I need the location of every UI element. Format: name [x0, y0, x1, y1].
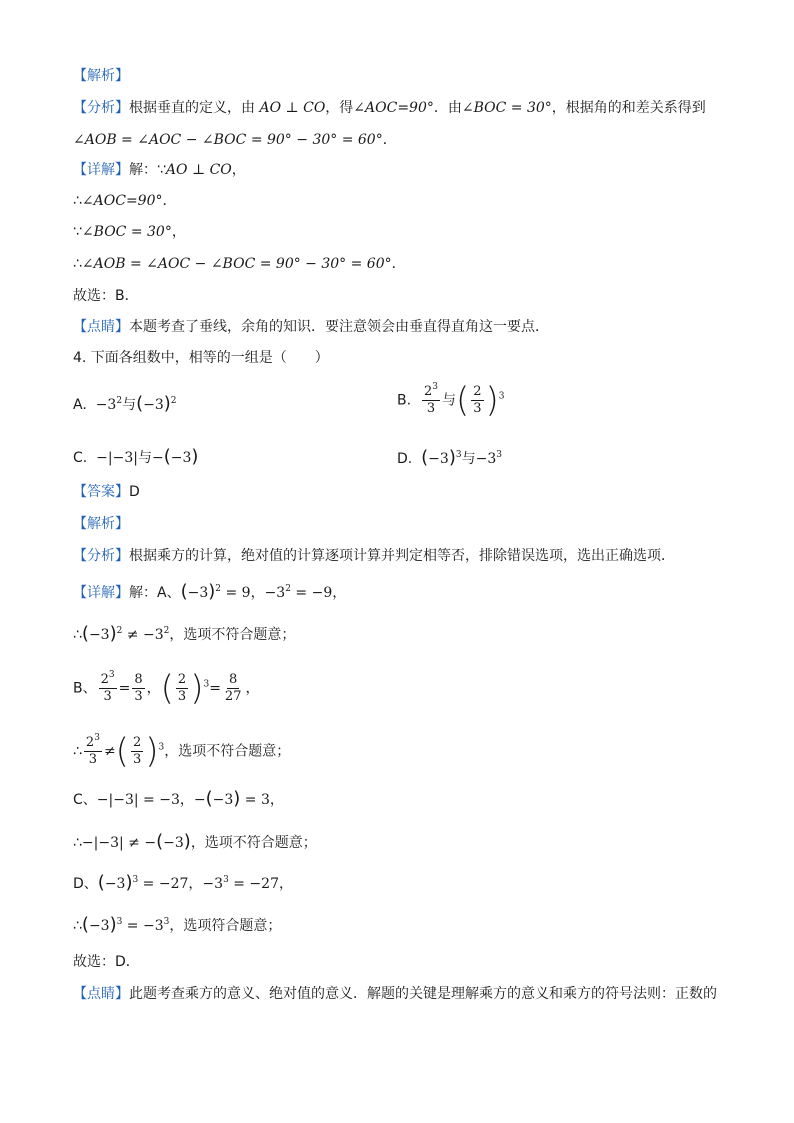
option-a: A. $-3^2$与$(-3)^2$ [73, 393, 177, 414]
choice-line: 故选：B． [73, 288, 139, 304]
question-4-stem: 4. 下面各组数中，相等的一组是（ ） [73, 350, 329, 366]
q4-detail-c: C、−|−3| = −3，−(−3) = 3， [73, 788, 284, 809]
option-b: B. $\frac{2^3}{3}$ 与( $\frac{2}{3}$ )$^3$ [397, 380, 505, 421]
jiexi-heading-2: 【解析】 [73, 516, 129, 532]
q4-detail-b-conc: ∴ $\frac{2^3}{3}$ ≠( $\frac{2}{3}$ )$^3$，选项不符合题意； [73, 731, 291, 772]
detail-line-4: ∴∠AOB = ∠AOC − ∠BOC = 90° − 30° = 60°． [73, 256, 406, 272]
detail-line-1: 【详解】解：∵AO ⊥ CO， [73, 162, 246, 178]
q4-detail-b: B、 $\frac{2^3}{3}$ = $\frac{8}{3}$ ，( $\frac{2}{3}$ )$^3$= $\frac{8}{27}$ ， [73, 668, 260, 709]
jiexi-heading [73, 66, 129, 86]
q4-choice: 故选：D． [73, 954, 140, 970]
analysis-line-1: 【分析】根据垂直的定义，由 AO ⊥ CO，得∠AOC=90°．由∠BOC = 30°，根据角的和差关系得到 [73, 100, 706, 116]
option-d: D. $(-3)^3$与$-3^3$ [397, 447, 502, 468]
q4-detail-a: 【详解】解：A、$(-3)^2 = 9$，$-3^2 = -9$， [73, 581, 347, 602]
q4-analysis: 【分析】根据乘方的计算，绝对值的计算逐项计算并判定相等否，排除错误选项，选出正确选项． [73, 548, 675, 564]
q4-detail-d-conc: $\therefore(-3)^3 = -3^3$，选项符合题意； [73, 914, 282, 935]
analysis-line-2: ∠AOB = ∠AOC − ∠BOC = 90° − 30° = 60°． [73, 132, 397, 148]
detail-line-2: ∴∠AOC=90°． [73, 193, 177, 209]
detail-line-3: ∵∠BOC = 30°， [73, 224, 186, 240]
q4-detail-d: D、$(-3)^3 = -27$，$-3^3 = -27$， [73, 872, 293, 893]
dianjing-line: 【点睛】本题考查了垂线，余角的知识．要注意领会由垂直得直角这一要点． [73, 319, 549, 335]
q4-dianjing: 【点睛】此题考查乘方的意义、绝对值的意义．解题的关键是理解乘方的意义和乘方的符号法则：正数的 [73, 986, 717, 1002]
option-c: C. −|−3|与−(−3) [73, 446, 199, 467]
q4-detail-a-conc: $\therefore(-3)^2 \ne -3^2$，选项不符合题意； [73, 623, 296, 644]
jiexi-tag: 【解析】 [73, 68, 129, 84]
q4-detail-c-conc: ∴−|−3| ≠ −(−3)，选项不符合题意； [73, 831, 317, 852]
answer-line: 【答案】D [73, 484, 140, 500]
